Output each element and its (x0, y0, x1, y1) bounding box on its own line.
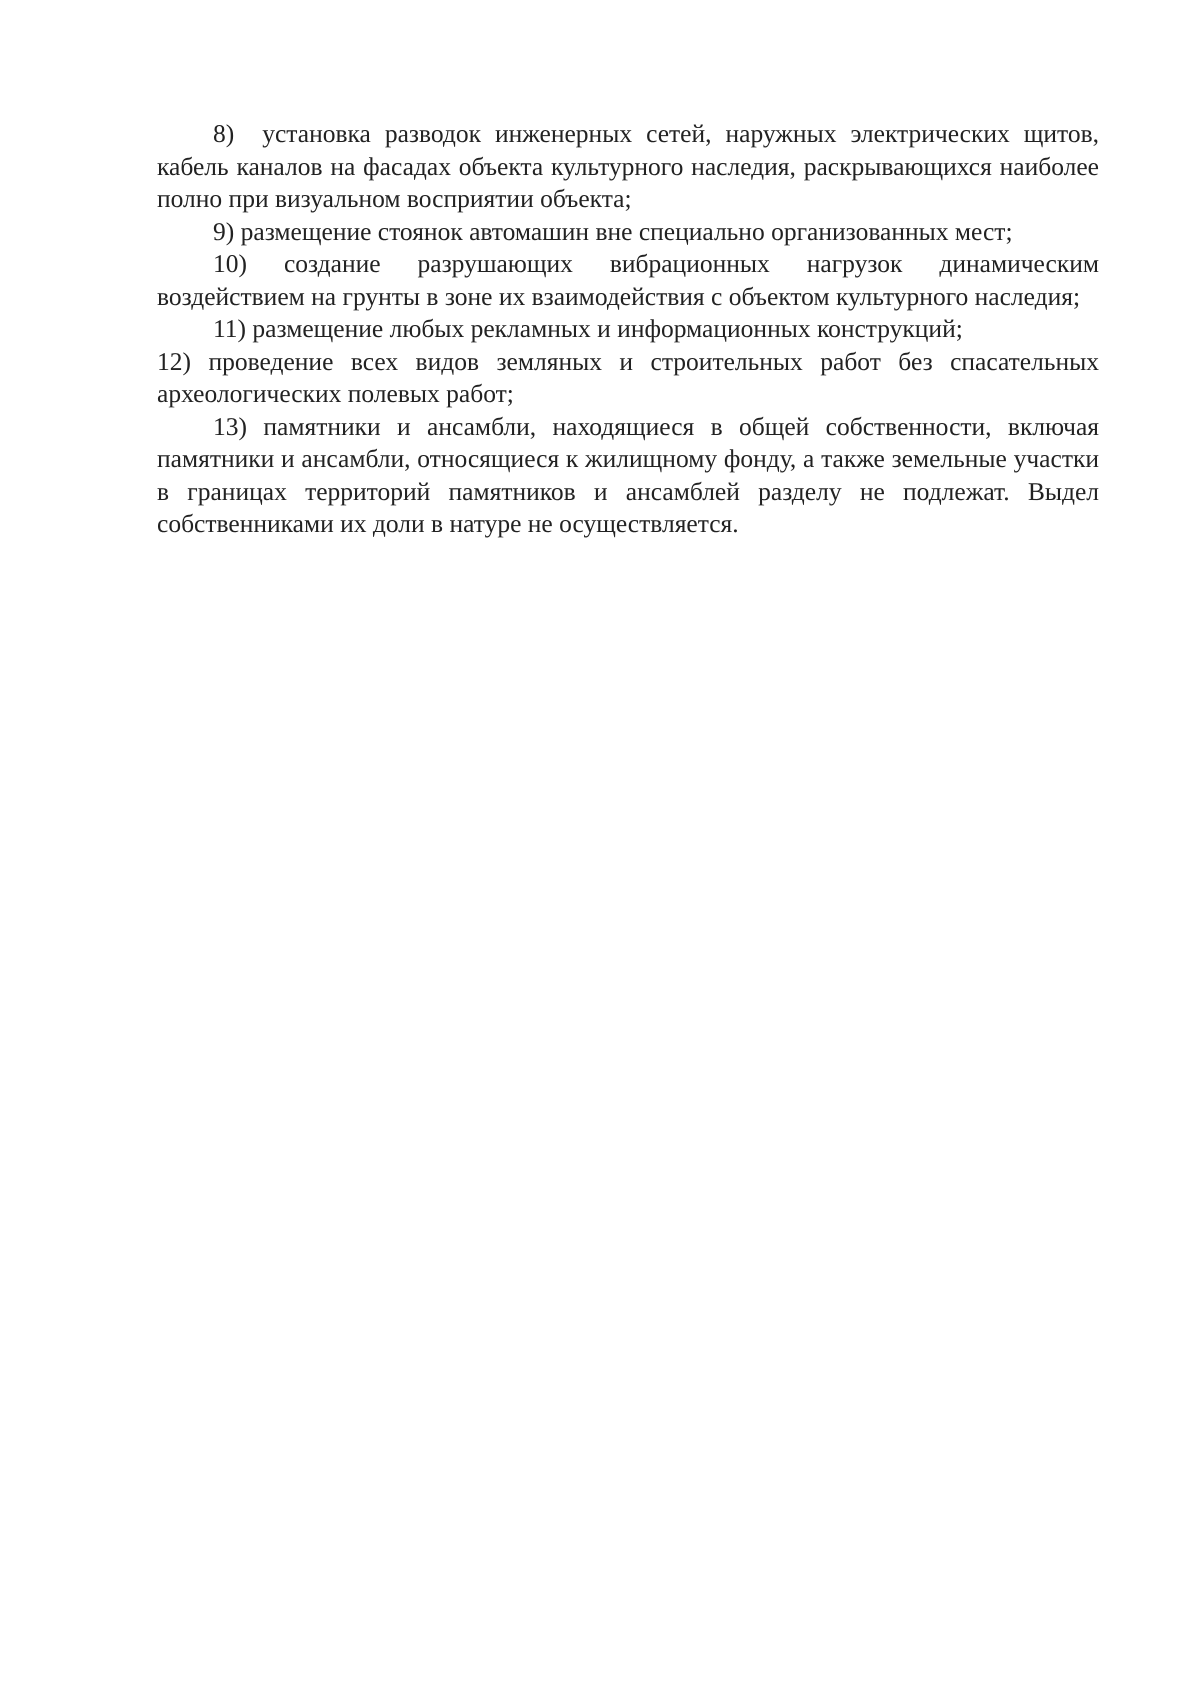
list-item-12 (157, 346, 1099, 411)
item-text: проведение всех видов земляных и строительных работ без спасательных археологических полевых работ; (157, 346, 1100, 408)
item-text: памятники и ансамбли, находящиеся в общей собственности, включая памятники и ансамбли, относящиеся к жилищному фонду, а также земельные участки в границах территорий памятников и ансамблей разделу не подлежат. Выдел собственниками их доли в натуре не осуществляется. (157, 411, 1100, 538)
item-number: 9) (213, 216, 235, 246)
list-item-9 (157, 216, 1099, 249)
list-item-8 (157, 118, 1099, 216)
item-number: 10) (213, 249, 247, 278)
list-item-13 (157, 411, 1099, 541)
list-item-10 (157, 248, 1099, 313)
item-number: 13) (213, 411, 247, 441)
item-text: установка разводок инженерных сетей, наружных электрических щитов, кабель каналов на фасадах объекта культурного наследия, раскрывающихся наиболее полно при визуальном восприятии объекта; (157, 119, 1099, 213)
document-body (157, 118, 1099, 541)
item-text: создание разрушающих вибрационных нагрузок динамическим воздействием на грунты в зоне их взаимодействия с объектом культурного наследия; (157, 249, 1099, 311)
list-item-11 (157, 313, 1099, 346)
item-number: 11) (213, 314, 247, 343)
item-number: 8) (213, 119, 235, 148)
item-text: размещение любых рекламных и информационных конструкций; (252, 314, 963, 343)
item-text: размещение стоянок автомашин вне специально организованных мест; (240, 216, 1013, 246)
item-number: 12) (157, 346, 191, 376)
